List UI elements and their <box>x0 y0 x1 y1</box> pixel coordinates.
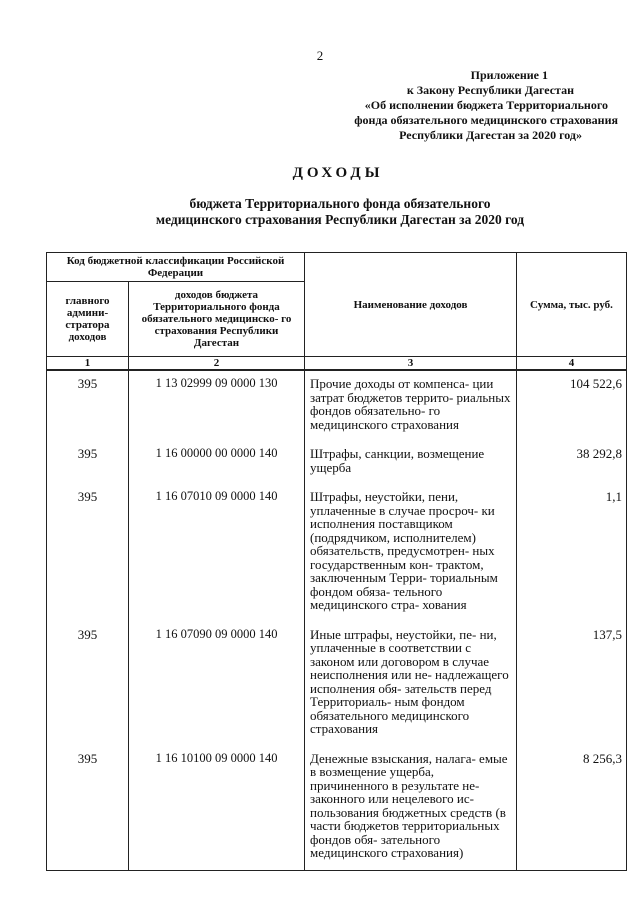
header-budget-classification: Код бюджетной классификации Российской Федерации <box>47 253 305 282</box>
table-row <box>47 484 627 622</box>
sum-cell: 1,1 <box>517 484 627 622</box>
admin-code-cell: 395 <box>47 622 129 746</box>
admin-code-cell: 395 <box>47 370 129 441</box>
sum-cell: 104 522,6 <box>517 370 627 441</box>
column-number: 1 <box>47 357 129 371</box>
budget-code-cell: 1 16 10100 09 0000 140 <box>129 746 305 871</box>
header-budget-code: доходов бюджета Территориального фонда обязательного медицинско- го страхования Республики Дагестан <box>129 282 305 357</box>
income-name-cell: Штрафы, санкции, возмещение ущерба <box>305 441 517 484</box>
budget-code-cell: 1 16 07090 09 0000 140 <box>129 622 305 746</box>
column-number: 4 <box>517 357 627 371</box>
income-name-cell: Иные штрафы, неустойки, пе- ни, уплаченные в соответствии с законом или договором в случае неисполнения или не- надлежащего исполнения обя- зательств перед Территориаль- ным фондом обязательного медицинского страхования <box>305 622 517 746</box>
subtitle-line: медицинского страхования Республики Дагестан за 2020 год <box>155 212 525 227</box>
budget-code-cell: 1 13 02999 09 0000 130 <box>129 370 305 441</box>
admin-code-cell: 395 <box>47 746 129 871</box>
appendix-line: к Закону Республики Дагестан <box>406 83 574 97</box>
income-name-cell: Денежные взыскания, налага- емые в возмещение ущерба, причиненного в результате не- законного или нецелевого ис- пользования бюджетных средств (в части бюджетов территориальных фондов обя- зательного медицинского страхования) <box>305 746 517 871</box>
appendix-line: «Об исполнении бюджета Территориального <box>364 98 608 112</box>
appendix-line: Республики Дагестан за 2020 год» <box>399 128 582 142</box>
income-name-cell: Прочие доходы от компенса- ции затрат бюджетов террито- риальных фондов обязательно- го медицинского страхования <box>305 370 517 441</box>
income-name-cell: Штрафы, неустойки, пени, уплаченные в случае просроч- ки исполнения поставщиком (подрядчиком, исполнителем) обязательств, предусмотрен- ных государственным кон- трактом, заключенным Терри- ториальным фондом обяза- тельного медицинского стра- хования <box>305 484 517 622</box>
table-row <box>47 370 627 441</box>
revenue-table <box>46 252 627 871</box>
header-admin-code: главного админи- стратора доходов <box>47 282 129 357</box>
appendix-line: фонда обязательного медицинского страхования <box>354 113 618 127</box>
sum-cell: 8 256,3 <box>517 746 627 871</box>
subtitle-line: бюджета Территориального фонда обязательного <box>189 196 491 211</box>
header-income-name: Наименование доходов <box>305 253 517 357</box>
table-row <box>47 746 627 871</box>
admin-code-cell: 395 <box>47 484 129 622</box>
header-sum: Сумма, тыс. руб. <box>517 253 627 357</box>
document-title: ДОХОДЫ <box>292 165 384 181</box>
page-number: 2 <box>316 48 324 63</box>
appendix-header <box>278 68 618 143</box>
budget-code-cell: 1 16 07010 09 0000 140 <box>129 484 305 622</box>
column-number: 2 <box>129 357 305 371</box>
document-subtitle <box>0 196 640 228</box>
column-number: 3 <box>305 357 517 371</box>
admin-code-cell: 395 <box>47 441 129 484</box>
sum-cell: 38 292,8 <box>517 441 627 484</box>
budget-code-cell: 1 16 00000 00 0000 140 <box>129 441 305 484</box>
sum-cell: 137,5 <box>517 622 627 746</box>
table-row <box>47 441 627 484</box>
appendix-line: Приложение 1 <box>470 68 548 82</box>
table-row <box>47 622 627 746</box>
